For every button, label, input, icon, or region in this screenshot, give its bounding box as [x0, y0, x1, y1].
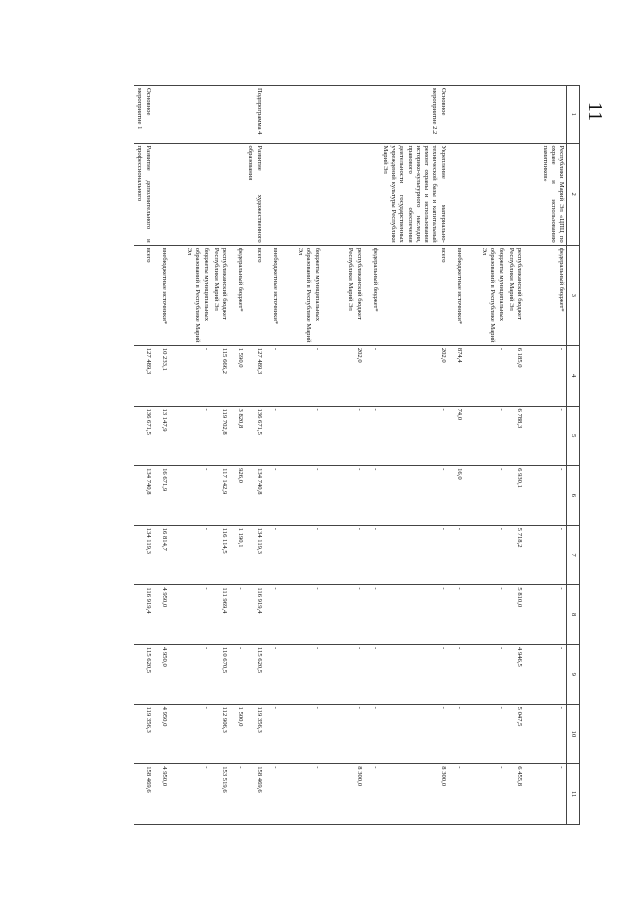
table-cell: бюджеты муниципальных образований в Республике Марий Эл [169, 245, 211, 345]
table-cell: республиканский бюджет Республики Марий Эл [211, 245, 229, 345]
column-header: 3 [567, 245, 580, 345]
table-cell: - [322, 585, 364, 645]
table-cell: - [524, 525, 567, 585]
table-cell: - [380, 645, 448, 705]
table-cell: - [322, 466, 364, 526]
table-cell: - [448, 525, 464, 585]
column-header: 2 [567, 143, 580, 245]
table-cell: 6 455,8 [506, 764, 524, 825]
table-cell: 110 670,5 [211, 645, 229, 705]
table-cell: - [524, 645, 567, 705]
table-cell: - [169, 525, 211, 585]
table-cell [506, 86, 524, 144]
table-cell: 136 671,5 [134, 406, 152, 466]
table-cell: - [280, 406, 322, 466]
table-cell: - [322, 645, 364, 705]
table-cell [464, 143, 506, 245]
table-cell: - [448, 585, 464, 645]
table-cell: 8 300,0 [380, 764, 448, 825]
table-cell: - [364, 585, 380, 645]
table-cell: 112 906,3 [211, 704, 229, 764]
table-cell: - [448, 764, 464, 825]
table-cell: - [264, 345, 280, 406]
table-cell [229, 86, 245, 144]
table-cell: - [364, 645, 380, 705]
table-cell: - [169, 645, 211, 705]
table-cell [364, 86, 380, 144]
table-cell: федеральный бюджет* [524, 245, 567, 345]
table-cell: 116 114,5 [211, 525, 229, 585]
table-cell: 4 946,5 [506, 645, 524, 705]
table-cell: 115 620,5 [134, 645, 152, 705]
table-cell: - [380, 704, 448, 764]
table-cell: 16 671,9 [153, 466, 169, 526]
table-cell: - [524, 764, 567, 825]
table-cell: 153 519,6 [211, 764, 229, 825]
table-row [245, 86, 263, 825]
table-cell [153, 86, 169, 144]
table-cell: 5 047,5 [506, 704, 524, 764]
table-cell: Подпрограмма 4 [245, 86, 263, 144]
table-cell: 134 119,3 [134, 525, 152, 585]
table-cell: - [380, 525, 448, 585]
table-cell: - [448, 704, 464, 764]
table-cell: - [464, 466, 506, 526]
table-cell [524, 86, 567, 144]
table-cell: - [280, 645, 322, 705]
budget-table [134, 85, 580, 825]
table-cell: 134 740,8 [134, 466, 152, 526]
table-cell: - [464, 585, 506, 645]
table-cell: 4 950,0 [153, 764, 169, 825]
table-cell: 127 489,3 [245, 345, 263, 406]
table-cell: - [464, 764, 506, 825]
table-cell: 3 820,8 [229, 406, 245, 466]
column-header: 10 [567, 704, 580, 764]
table-cell: - [264, 406, 280, 466]
table-cell: 874,4 [448, 345, 464, 406]
table-cell: 16 814,7 [153, 525, 169, 585]
table-cell: - [264, 764, 280, 825]
table-cell: 4 950,0 [153, 704, 169, 764]
table-cell: - [280, 585, 322, 645]
table-cell: республиканский бюджет Республики Марий Эл [506, 245, 524, 345]
table-cell: - [229, 645, 245, 705]
table-row [264, 86, 280, 825]
table-cell: - [464, 345, 506, 406]
table-cell: 115 620,5 [245, 645, 263, 705]
table-cell: - [464, 645, 506, 705]
table-cell: - [280, 764, 322, 825]
table-cell: - [380, 585, 448, 645]
table-cell: 116 919,4 [134, 585, 152, 645]
table-row [364, 86, 380, 825]
table-cell [211, 86, 229, 144]
table-cell: - [322, 525, 364, 585]
table-cell: 5 718,2 [506, 525, 524, 585]
table-cell: - [380, 406, 448, 466]
table-cell: 926,0 [229, 466, 245, 526]
table-row [134, 86, 152, 825]
table-cell: 4 950,0 [153, 645, 169, 705]
table-cell: внебюджетные источники* [448, 245, 464, 345]
table-row [448, 86, 464, 825]
table-cell: - [524, 585, 567, 645]
table-cell: - [264, 585, 280, 645]
table-cell: Развитие художественного образования [245, 143, 263, 245]
table-cell [448, 86, 464, 144]
table-cell [280, 143, 322, 245]
table-cell: 116 919,4 [245, 585, 263, 645]
table-cell: 4 950,0 [153, 585, 169, 645]
table-row [280, 86, 322, 825]
table-cell: внебюджетные источники* [153, 245, 169, 345]
table-cell: 1 500,0 [229, 704, 245, 764]
table-cell: 10 233,1 [153, 345, 169, 406]
table-cell: - [264, 704, 280, 764]
table-cell: - [169, 345, 211, 406]
table-cell: 6 185,0 [506, 345, 524, 406]
page-number: 11 [584, 101, 607, 122]
table-cell: 13 147,9 [153, 406, 169, 466]
table-cell [464, 86, 506, 144]
table-cell: Основное мероприятие 1 [134, 86, 152, 144]
table-cell: - [169, 704, 211, 764]
table-cell: 136 671,5 [245, 406, 263, 466]
table-cell: 134 740,8 [245, 466, 263, 526]
table-row [153, 86, 169, 825]
table-cell: - [364, 466, 380, 526]
table-cell: 127 489,3 [134, 345, 152, 406]
table-cell: - [380, 466, 448, 526]
column-header: 6 [567, 466, 580, 526]
table-cell [264, 143, 280, 245]
table-cell: 74,0 [448, 406, 464, 466]
table-cell: - [280, 466, 322, 526]
table-cell: 6 788,3 [506, 406, 524, 466]
table-cell: 119 702,8 [211, 406, 229, 466]
table-row [211, 86, 229, 825]
table-cell: 6 930,1 [506, 466, 524, 526]
table-cell: 134 119,3 [245, 525, 263, 585]
table-cell: - [364, 525, 380, 585]
table-cell: - [264, 645, 280, 705]
table-cell: 1 590,0 [229, 345, 245, 406]
table-cell: 8 300,0 [322, 764, 364, 825]
table-cell: - [364, 764, 380, 825]
column-header: 4 [567, 345, 580, 406]
column-header: 7 [567, 525, 580, 585]
table-cell: - [280, 704, 322, 764]
table-cell: 119 356,3 [245, 704, 263, 764]
table-row [464, 86, 506, 825]
table-cell: - [169, 585, 211, 645]
table-cell: - [322, 704, 364, 764]
table-cell [211, 143, 229, 245]
table-cell: - [169, 406, 211, 466]
table-cell: 158 469,6 [245, 764, 263, 825]
table-cell [322, 86, 364, 144]
table-cell [264, 86, 280, 144]
table-cell [364, 143, 380, 245]
table-cell: внебюджетные источники* [264, 245, 280, 345]
table-cell [169, 143, 211, 245]
table-cell: бюджеты муниципальных образований в Республике Марий Эл [280, 245, 322, 345]
table-cell: всего [380, 245, 448, 345]
table-cell: республиканский бюджет Республики Марий Эл [322, 245, 364, 345]
table-cell: 1 190,1 [229, 525, 245, 585]
table-cell [153, 143, 169, 245]
table-cell: федеральный бюджет* [229, 245, 245, 345]
table-row [380, 86, 448, 825]
table-cell: - [169, 466, 211, 526]
column-header: 1 [567, 86, 580, 144]
table-cell: Основное мероприятие 2.2 [380, 86, 448, 144]
column-header: 11 [567, 764, 580, 825]
table-cell: - [524, 345, 567, 406]
table-cell: - [280, 345, 322, 406]
table-cell: Развитие дополнительного и профессионального [134, 143, 152, 245]
table-cell: - [264, 466, 280, 526]
table-cell: 16,0 [448, 466, 464, 526]
table-cell: 111 969,4 [211, 585, 229, 645]
table-cell: - [524, 406, 567, 466]
table-cell [229, 143, 245, 245]
table-cell: - [169, 764, 211, 825]
table-header-row [567, 86, 580, 825]
column-header: 8 [567, 585, 580, 645]
table-cell: - [524, 704, 567, 764]
table-cell [448, 143, 464, 245]
table-cell: Республики Марий Эл «ЦПЦ по охране и использованию памятников» [524, 143, 567, 245]
table-cell: - [229, 764, 245, 825]
table-cell: 202,0 [322, 345, 364, 406]
table-cell: - [280, 525, 322, 585]
table-cell: - [322, 406, 364, 466]
column-header: 9 [567, 645, 580, 705]
table-cell: 158 469,6 [134, 764, 152, 825]
column-header: 5 [567, 406, 580, 466]
table-cell: - [364, 406, 380, 466]
table-row [229, 86, 245, 825]
table-cell [322, 143, 364, 245]
table-cell [280, 86, 322, 144]
table-cell: 115 666,2 [211, 345, 229, 406]
table-cell: - [364, 345, 380, 406]
table-cell: - [229, 585, 245, 645]
table-cell: - [264, 525, 280, 585]
table-cell: федеральный бюджет* [364, 245, 380, 345]
table-cell: всего [245, 245, 263, 345]
table-cell: - [448, 645, 464, 705]
table-cell: 5 810,0 [506, 585, 524, 645]
rotated-table-area [100, 85, 580, 825]
table-row [506, 86, 524, 825]
table-cell: - [464, 525, 506, 585]
table-cell: бюджеты муниципальных образований в Республике Марий Эл [464, 245, 506, 345]
table-row [169, 86, 211, 825]
table-cell: 119 356,3 [134, 704, 152, 764]
table-cell: 202,0 [380, 345, 448, 406]
table-cell [506, 143, 524, 245]
table-row [524, 86, 567, 825]
table-cell: - [464, 406, 506, 466]
table-cell: всего [134, 245, 152, 345]
table-cell: 117 142,9 [211, 466, 229, 526]
table-cell: - [364, 704, 380, 764]
table-cell: Укрепление материально-технической базы и капитальный ремонт охраны и использования историко-культурного наследия, правового обеспечения деятельности государственных учреждений культуры Республики Марий Эл [380, 143, 448, 245]
table-cell: - [464, 704, 506, 764]
table-row [322, 86, 364, 825]
table-cell [169, 86, 211, 144]
table-cell: - [524, 466, 567, 526]
